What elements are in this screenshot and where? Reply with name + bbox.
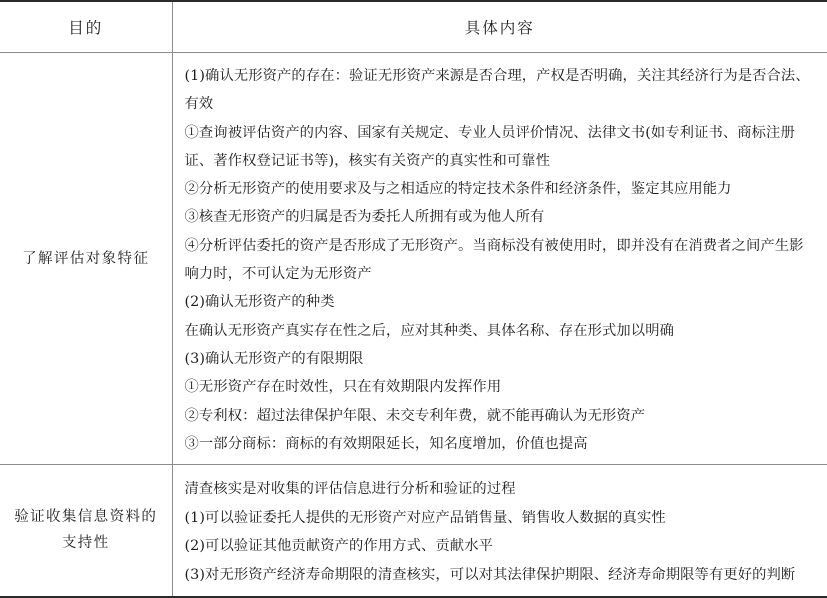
content-paragraph: (2)可以验证其他贡献资产的作用方式、贡献水平 [185,532,818,561]
content-paragraph: ②专利权：超过法律保护年限、未交专利年费，就不能再确认为无形资产 [185,402,818,430]
content-paragraph: ④分析评估委托的资产是否形成了无形资产。当商标没有被使用时，即并没有在消费者之间产生影响力时，不可认定为无形资产 [185,232,818,289]
content-paragraph: (1)可以验证委托人提供的无形资产对应产品销售量、销售收人数据的真实性 [185,504,818,533]
content-paragraph: ③一部分商标：商标的有效期限延长，知名度增加，价值也提高 [185,430,818,458]
content-paragraph: ①无形资产存在时效性，只在有效期限内发挥作用 [185,373,818,401]
table-header-row [0,1,827,53]
header-cell-purpose [0,1,172,53]
content-paragraph: (3)确认无形资产的有限期限 [185,345,818,373]
purpose-cell-inner [0,53,172,464]
content-paragraph: (1)确认无形资产的存在：验证无形资产来源是否合理，产权是否明确，关注其经济行为是否合法、有效 [185,62,818,119]
content-paragraph: (3)对无形资产经济寿命期限的清查核实，可以对其法律保护期限、经济寿命期限等有更好的判断 [185,561,818,590]
content-cell-inner [173,465,827,595]
purpose-line: 验证收集信息资料的 [14,504,157,530]
header-label-purpose: 目的 [68,19,103,37]
header-cell-content [172,1,827,53]
purpose-line: 了解评估对象特征 [22,246,149,272]
content-cell [172,465,827,597]
content-cell [172,53,827,465]
purpose-cell [0,465,172,597]
content-paragraph: (2)确认无形资产的种类 [185,288,818,316]
purpose-cell-inner [0,465,172,595]
purpose-cell [0,53,172,465]
content-paragraph: 清查核实是对收集的评估信息进行分析和验证的过程 [185,475,818,504]
content-paragraph: ②分析无形资产的使用要求及与之相适应的特定技术条件和经济条件，鉴定其应用能力 [185,175,818,203]
content-cell-inner [173,53,827,464]
content-paragraph: ③核查无形资产的归属是否为委托人所拥有或为他人所有 [185,203,818,231]
content-paragraph: ①查询被评估资产的内容、国家有关规定、专业人员评价情况、法律文书(如专利证书、商标注册证、著作权登记证书等)，核实有关资产的真实性和可靠性 [185,119,818,176]
purpose-line: 支持性 [14,530,157,556]
content-paragraph: 在确认无形资产真实存在性之后，应对其种类、具体名称、存在形式加以明确 [185,317,818,345]
table-row [0,53,827,465]
table-row [0,465,827,597]
header-label-content: 具体内容 [465,19,535,37]
purpose-text [22,246,149,272]
purpose-text [14,504,157,556]
